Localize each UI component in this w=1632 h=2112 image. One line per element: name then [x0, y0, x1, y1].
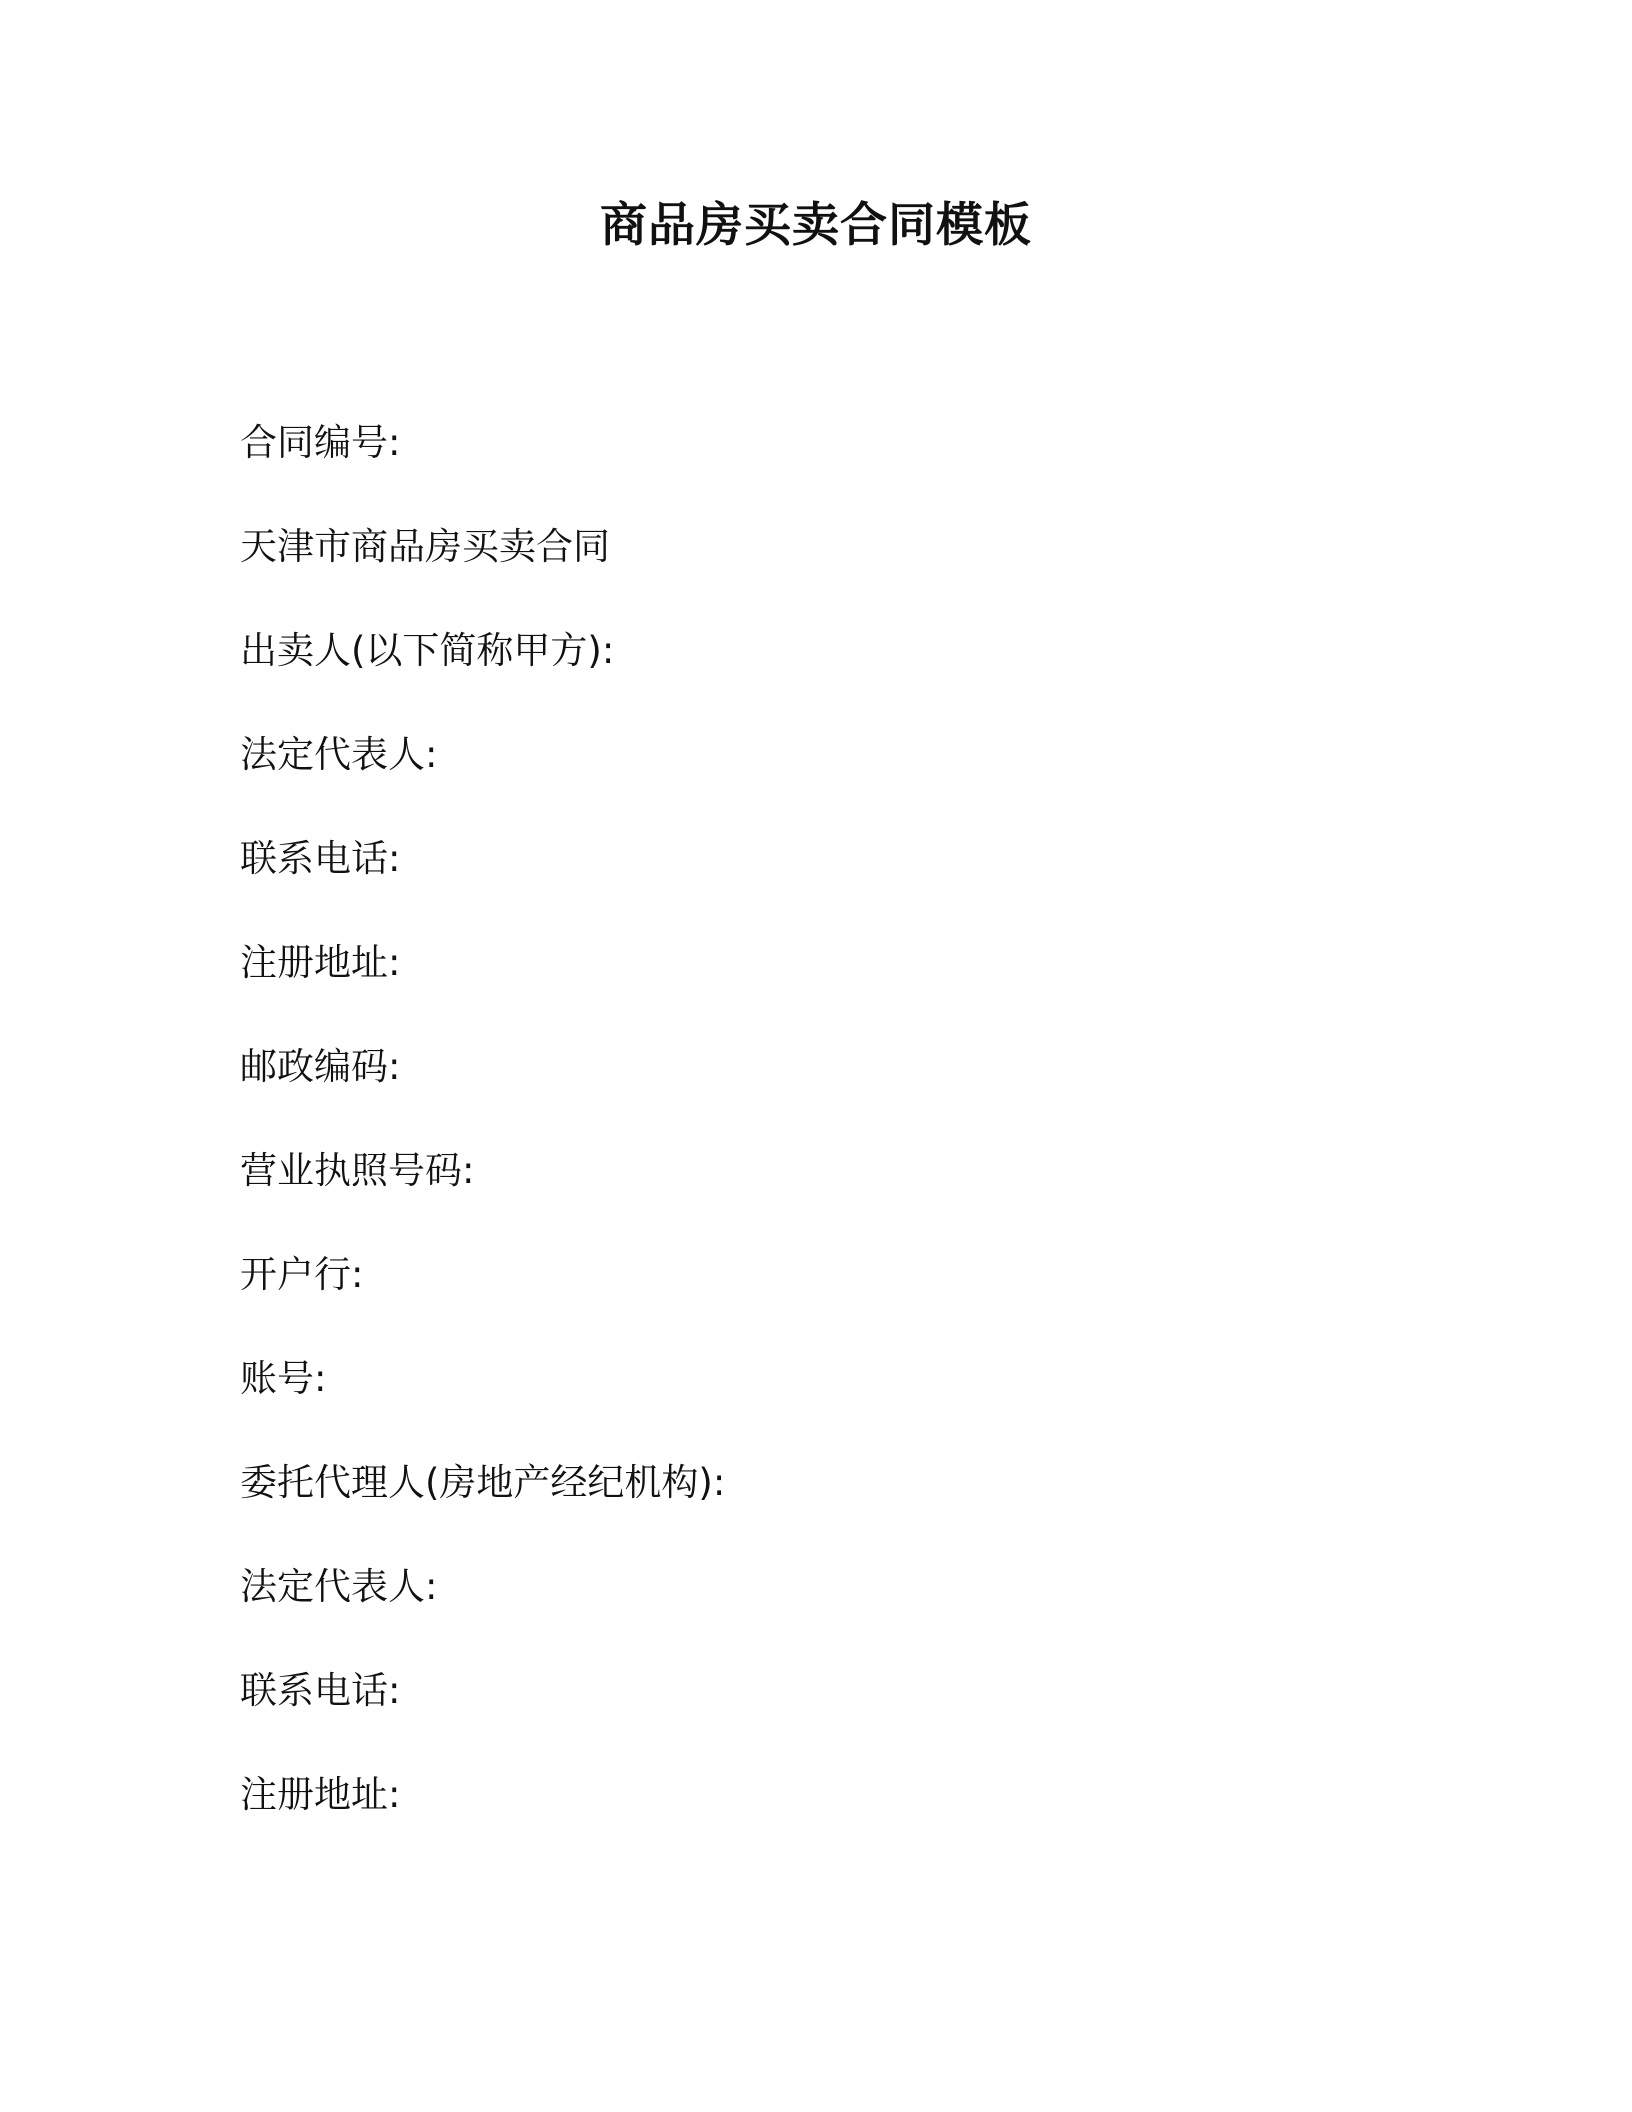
- business-license-number-label: 营业执照号码:: [240, 1149, 475, 1192]
- agent-legal-representative-label: 法定代表人:: [240, 1565, 438, 1608]
- seller-legal-representative-label: 法定代表人:: [240, 733, 438, 776]
- seller-label: 出卖人(以下简称甲方):: [240, 629, 615, 672]
- agent-label: 委托代理人(房地产经纪机构):: [240, 1461, 726, 1504]
- account-number-label: 账号:: [240, 1357, 327, 1400]
- agent-registered-address-label: 注册地址:: [240, 1773, 401, 1816]
- agent-phone-label: 联系电话:: [240, 1669, 401, 1712]
- seller-phone-label: 联系电话:: [240, 837, 401, 880]
- seller-postal-code-label: 邮政编码:: [240, 1045, 401, 1088]
- seller-registered-address-label: 注册地址:: [240, 941, 401, 984]
- document-title: 商品房买卖合同模板: [600, 198, 1032, 253]
- contract-name-line: 天津市商品房买卖合同: [240, 525, 610, 568]
- contract-field-list: [240, 413, 1440, 1869]
- bank-label: 开户行:: [240, 1253, 364, 1296]
- contract-number-label: 合同编号:: [240, 421, 401, 464]
